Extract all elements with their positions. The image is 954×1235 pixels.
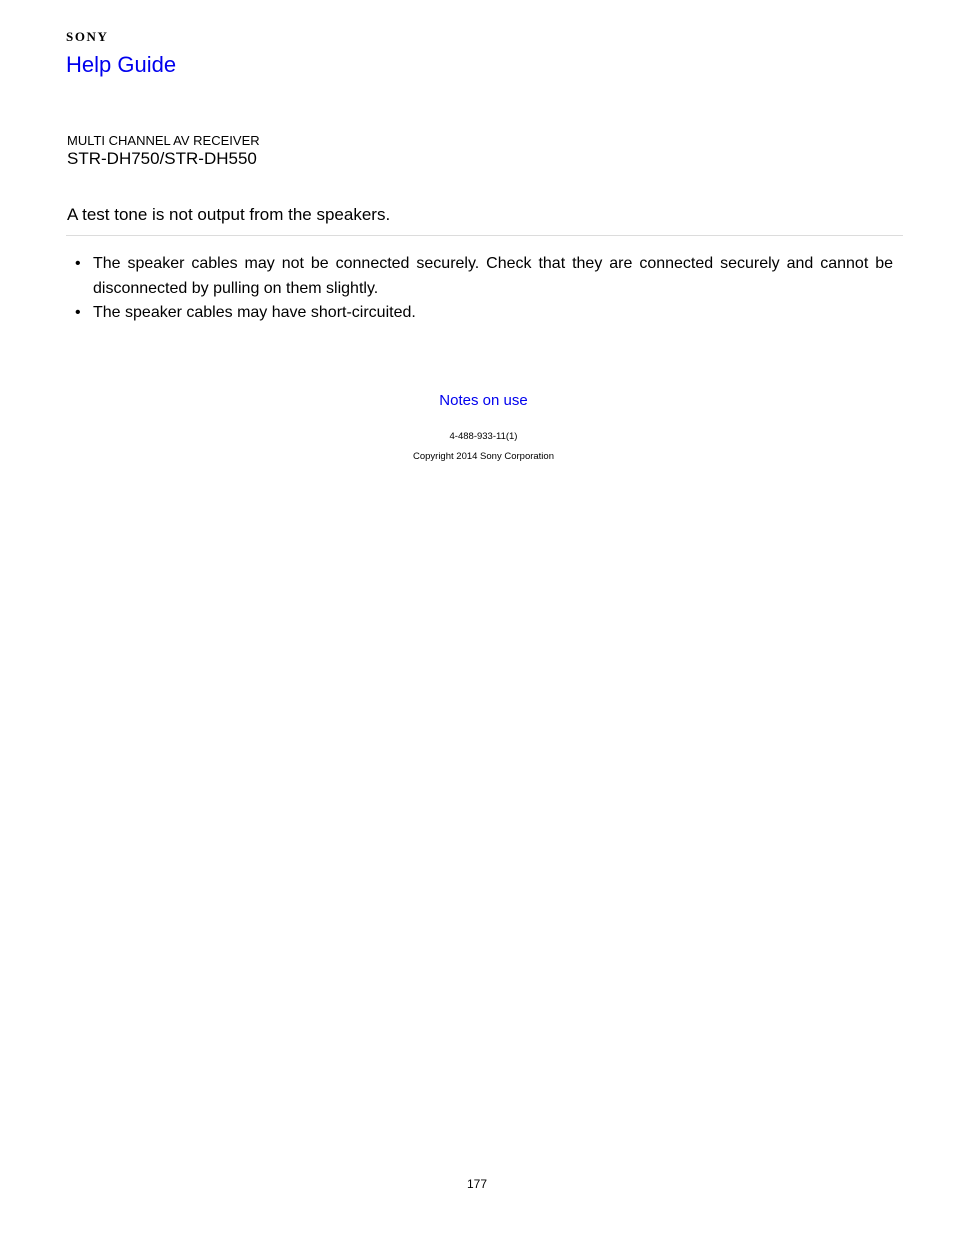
page-number: 177 (466, 1177, 488, 1191)
notes-on-use-link[interactable]: Notes on use (439, 392, 528, 409)
product-category: MULTI CHANNEL AV RECEIVER (67, 133, 260, 148)
document-number: 4-488-933-11(1) (449, 431, 518, 442)
list-item: • The speaker cables may not be connected securely. Check that they are connected securely and cannot be disconnected by pulling on them slightly. (93, 252, 893, 301)
help-guide-link[interactable]: Help Guide (66, 52, 177, 77)
title-divider (66, 235, 903, 236)
sony-logo: SONY (66, 29, 109, 44)
model-name: STR-DH750/STR-DH550 (67, 149, 257, 168)
cause-list (93, 252, 893, 326)
copyright-notice: Copyright 2014 Sony Corporation (412, 451, 554, 462)
page-title: A test tone is not output from the speakers. (67, 205, 391, 224)
list-item: • The speaker cables may have short-circuited. (93, 301, 893, 326)
